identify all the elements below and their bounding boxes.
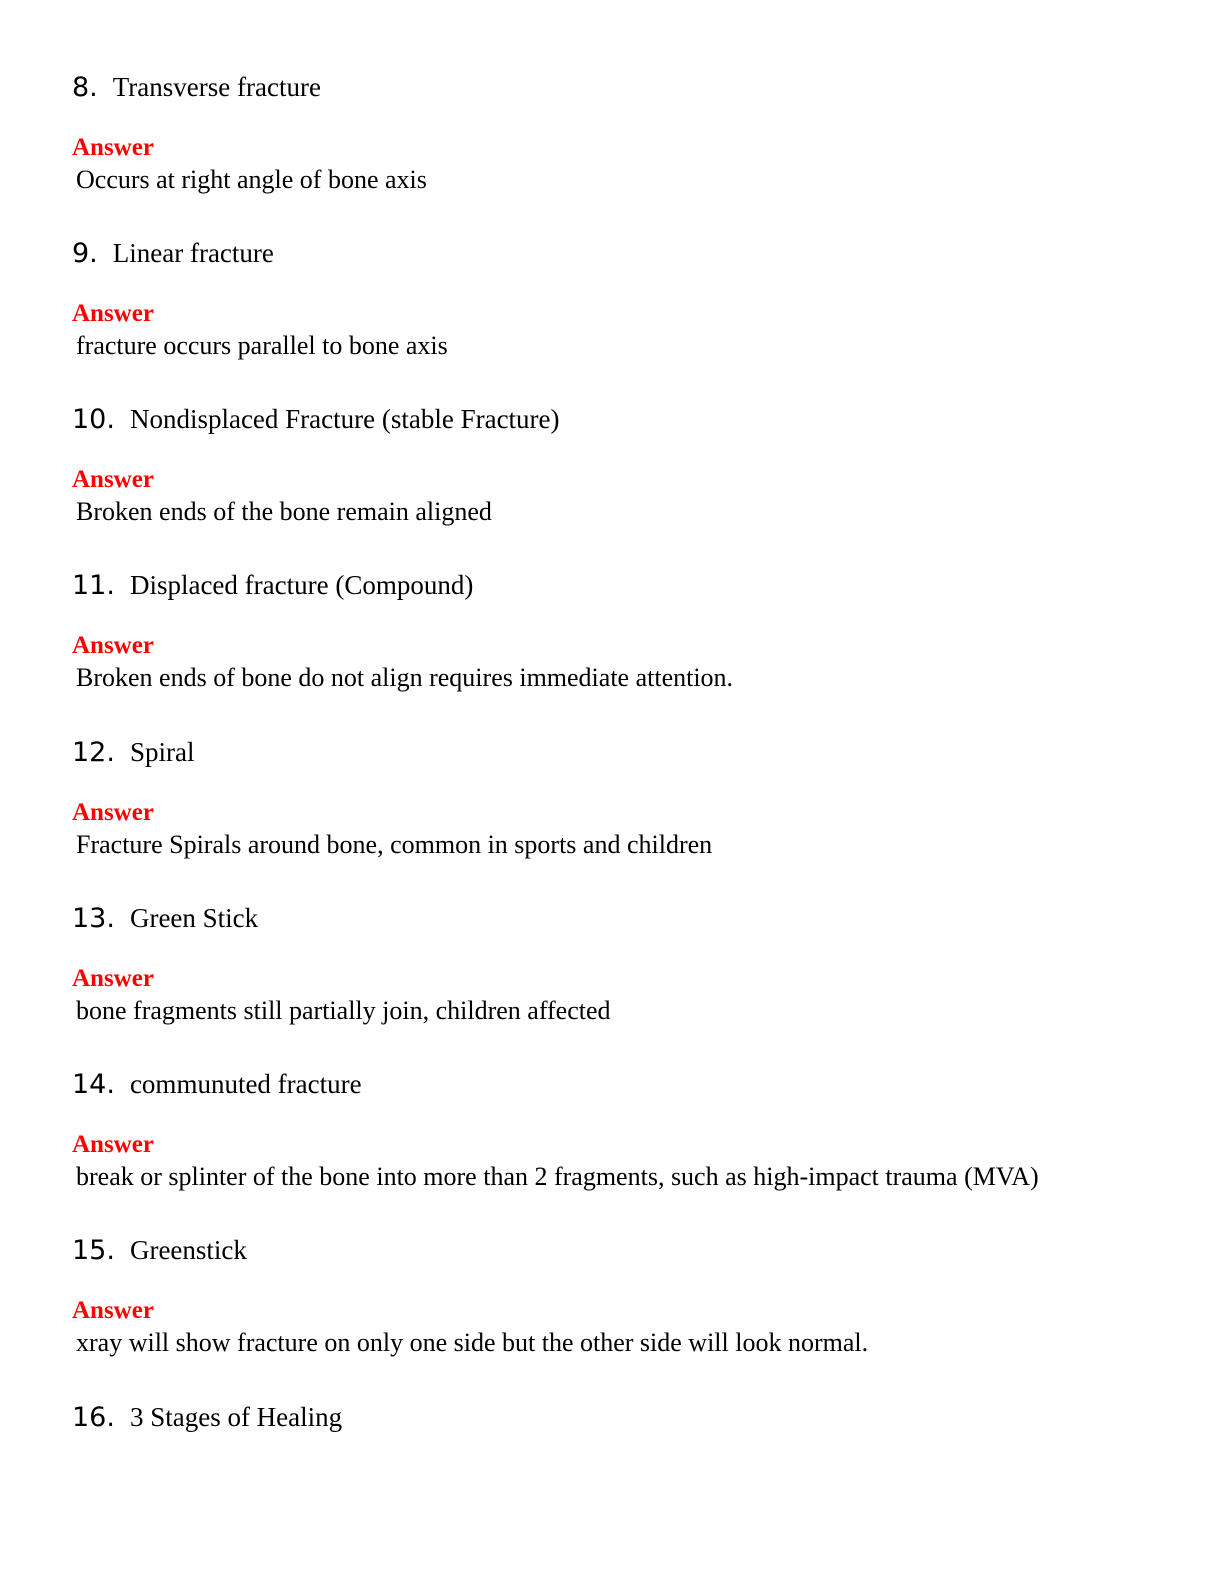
question-line [72, 72, 1172, 108]
question-text: Transverse fracture [112, 72, 321, 102]
answer-label: Answer [72, 1131, 154, 1158]
question-number: 13. [72, 903, 115, 934]
answer-label: Answer [72, 466, 154, 493]
answer-label: Answer [72, 300, 154, 327]
question-number: 8. [72, 72, 98, 103]
answer-label: Answer [72, 965, 154, 992]
question-text: Spiral [129, 737, 195, 767]
question-line [72, 238, 1172, 274]
answer-block [72, 134, 1172, 198]
question-item [72, 1402, 1172, 1438]
answer-text: Occurs at right angle of bone axis [76, 165, 427, 194]
question-item [72, 1069, 1172, 1195]
question-number: 12. [72, 737, 115, 768]
question-text: Linear fracture [112, 238, 274, 268]
question-item [72, 238, 1172, 364]
answer-label: Answer [72, 632, 154, 659]
question-text: Displaced fracture (Compound) [129, 570, 474, 600]
answer-text: bone fragments still partially join, children affected [76, 996, 611, 1025]
question-number: 14. [72, 1069, 115, 1100]
question-item [72, 404, 1172, 530]
answer-text: xray will show fracture on only one side but the other side will look normal. [76, 1328, 869, 1357]
question-text: 3 Stages of Healing [129, 1402, 343, 1432]
question-line [72, 1235, 1172, 1271]
answer-block [72, 1131, 1172, 1195]
question-line [72, 404, 1172, 440]
question-number: 16. [72, 1402, 115, 1433]
question-number: 9. [72, 238, 98, 269]
answer-text: fracture occurs parallel to bone axis [76, 331, 448, 360]
question-text: Nondisplaced Fracture (stable Fracture) [129, 404, 560, 434]
answer-block [72, 466, 1172, 530]
answer-text: break or splinter of the bone into more than 2 fragments, such as high-impact trauma (MVA) [76, 1162, 1039, 1191]
question-line [72, 1402, 1172, 1438]
answer-text: Broken ends of bone do not align requires immediate attention. [76, 663, 734, 692]
question-text: communuted fracture [129, 1069, 362, 1099]
answer-block [72, 799, 1172, 863]
question-text: Green Stick [129, 903, 259, 933]
answer-text: Fracture Spirals around bone, common in sports and children [76, 830, 713, 859]
answer-text: Broken ends of the bone remain aligned [76, 497, 492, 526]
question-line [72, 570, 1172, 606]
answer-block [72, 300, 1172, 364]
answer-block [72, 1297, 1172, 1361]
question-line [72, 903, 1172, 939]
question-item [72, 570, 1172, 696]
question-number: 10. [72, 404, 115, 435]
question-text: Greenstick [129, 1235, 247, 1265]
question-line [72, 1069, 1172, 1105]
question-number: 15. [72, 1235, 115, 1266]
question-item [72, 737, 1172, 863]
question-number: 11. [72, 570, 115, 601]
answer-label: Answer [72, 134, 154, 161]
answer-block [72, 632, 1172, 696]
answer-label: Answer [72, 799, 154, 826]
answer-block [72, 965, 1172, 1029]
question-item [72, 903, 1172, 1029]
question-item [72, 1235, 1172, 1361]
question-item [72, 72, 1172, 198]
question-line [72, 737, 1172, 773]
answer-label: Answer [72, 1297, 154, 1324]
